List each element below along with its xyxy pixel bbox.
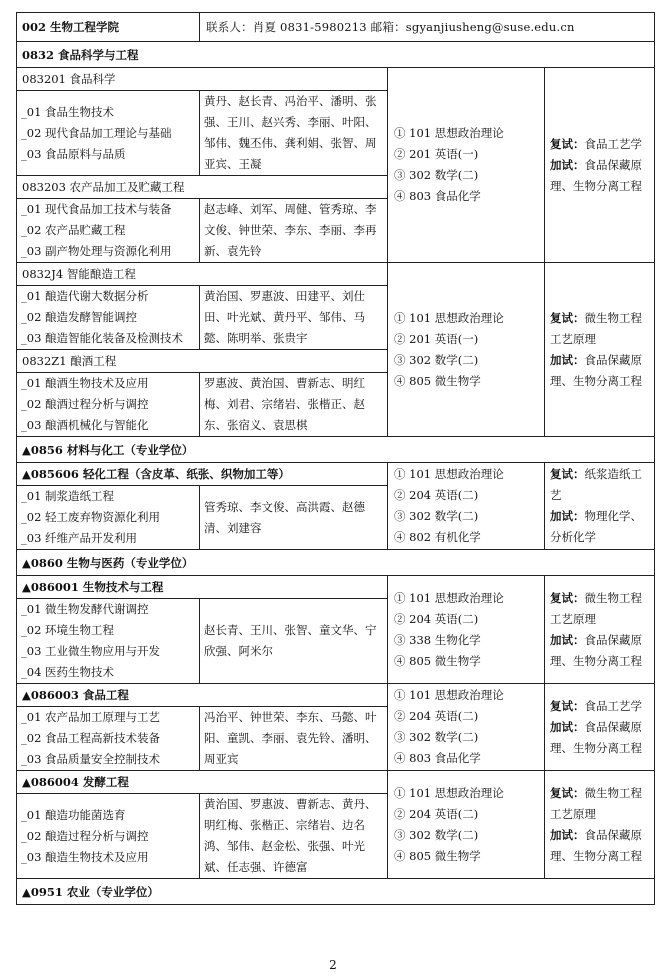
direction-item: _02 酿造发酵智能调控 [21, 310, 138, 324]
retest-value: 食品工艺学 [584, 136, 642, 151]
sub-title: 083201 食品科学 [17, 68, 388, 91]
retest-value: 食品工艺学 [584, 698, 642, 713]
direction-item: _01 农产品加工原理与工艺 [21, 710, 161, 724]
add-label: 加试 [550, 509, 573, 523]
direction-item: _03 酿造智能化装备及检测技术 [21, 331, 184, 345]
retest-label: 复试 [550, 136, 573, 151]
subject-item: ④ 803 食品化学 [394, 189, 481, 203]
subject-item: ③ 302 数学(二) [394, 827, 479, 842]
remarks: 复试：微生物工程工艺原理 加试：食品保藏原理、生物分离工程 [545, 771, 655, 879]
teacher-list: 黄治国、罗惠波、田建平、刘仕田、叶光斌、黄丹平、邹伟、马懿、陈明举、张贵宇 [200, 286, 388, 350]
teacher-list: 管秀琼、李文俊、高洪霞、赵德清、刘建容 [200, 486, 388, 550]
subject-item: ② 204 英语(二) [394, 806, 479, 821]
direction-list [17, 486, 200, 550]
direction-item: _03 纤维产品开发利用 [21, 531, 138, 545]
direction-list [17, 286, 200, 350]
direction-item: _03 食品原料与品质 [21, 146, 126, 161]
section-title: ▲0860 生物与医药（专业学位） [17, 550, 655, 576]
add-label: 加试 [550, 352, 573, 367]
subject-item: ② 204 英语(二) [394, 488, 479, 502]
add-value: 食品保藏原理、生物分离工程 [550, 719, 642, 755]
exam-subjects [388, 684, 545, 771]
direction-item: _03 酿造生物技术及应用 [21, 849, 149, 864]
add-label: 加试 [550, 719, 573, 734]
direction-item: _01 酿造代谢大数据分析 [21, 289, 149, 303]
subject-item: ① 101 思想政治理论 [394, 310, 504, 325]
remarks: 复试：纸浆造纸工艺 加试：物理化学、分析化学 [545, 463, 655, 550]
direction-item: _01 微生物发酵代谢调控 [21, 602, 149, 616]
exam-subjects [388, 771, 545, 879]
direction-item: _01 制浆造纸工程 [21, 489, 115, 503]
catalog-table [16, 12, 655, 905]
add-value: 食品保藏原理、生物分离工程 [550, 352, 642, 388]
add-value: 食品保藏原理、生物分离工程 [550, 827, 642, 863]
teacher-list: 赵长青、王川、张智、童文华、宁欣强、阿米尔 [200, 599, 388, 684]
retest-label: 复试 [550, 785, 573, 800]
teacher-list: 冯治平、钟世荣、李东、马懿、叶阳、童凯、李丽、袁先铃、潘明、周亚宾 [200, 707, 388, 771]
direction-item: _01 现代食品加工技术与装备 [21, 202, 172, 216]
direction-item: _02 酿造过程分析与调控 [21, 828, 149, 843]
add-value: 食品保藏原理、生物分离工程 [550, 632, 642, 668]
school-title: 002 生物工程学院 [17, 13, 200, 42]
sub-title: ▲086001 生物技术与工程 [17, 576, 388, 599]
direction-list [17, 373, 200, 437]
exam-subjects [388, 576, 545, 684]
remarks: 复试：微生物工程工艺原理 加试：食品保藏原理、生物分离工程 [545, 576, 655, 684]
direction-item: _01 食品生物技术 [21, 104, 115, 119]
add-label: 加试 [550, 632, 573, 647]
retest-value: 微生物工程工艺原理 [550, 785, 642, 821]
subject-item: ② 201 英语(一) [394, 331, 479, 346]
sub-title: ▲085606 轻化工程（含皮革、纸张、织物加工等） [17, 463, 388, 486]
teacher-list: 罗惠波、黄治国、曹新志、明红梅、刘君、宗绪岩、张楷正、赵东、张宿义、袁思棋 [200, 373, 388, 437]
subject-item: ④ 805 微生物学 [394, 653, 481, 668]
subject-item: ③ 302 数学(二) [394, 509, 479, 523]
direction-item: _02 环境生物工程 [21, 623, 115, 637]
direction-item: _03 副产物处理与资源化利用 [21, 244, 172, 258]
section-title: ▲0856 材料与化工（专业学位） [17, 437, 655, 463]
subject-item: ④ 803 食品化学 [394, 751, 481, 765]
contact-info: 联系人：肖夏 0831-5980213 邮箱：sgyanjiusheng@suse.edu.cn [200, 13, 655, 42]
exam-subjects [388, 463, 545, 550]
sub-title: 0832J4 智能酿造工程 [17, 263, 388, 286]
direction-item: _02 轻工废弃物资源化利用 [21, 510, 161, 524]
direction-item: _01 酿造功能菌选育 [21, 807, 126, 822]
subject-item: ① 101 思想政治理论 [394, 785, 504, 800]
direction-item: _02 食品工程高新技术装备 [21, 731, 161, 745]
direction-item: _02 现代食品加工理论与基础 [21, 125, 172, 140]
direction-list [17, 707, 200, 771]
exam-subjects [388, 68, 545, 263]
subject-item: ③ 302 数学(二) [394, 730, 479, 744]
subject-item: ④ 805 微生物学 [394, 373, 481, 388]
add-value: 食品保藏原理、生物分离工程 [550, 157, 642, 193]
school-header-row [17, 13, 655, 42]
subject-item: ③ 302 数学(二) [394, 352, 479, 367]
subject-item: ② 204 英语(二) [394, 611, 479, 626]
subject-item: ③ 338 生物化学 [394, 632, 481, 647]
subject-item: ① 101 思想政治理论 [394, 688, 504, 702]
direction-list [17, 199, 200, 263]
subject-item: ④ 802 有机化学 [394, 530, 481, 544]
remarks: 复试：微生物工程工艺原理 加试：食品保藏原理、生物分离工程 [545, 263, 655, 437]
subject-item: ① 101 思想政治理论 [394, 467, 504, 481]
direction-item: _01 酿酒生物技术及应用 [21, 376, 149, 390]
subject-item: ① 101 思想政治理论 [394, 126, 504, 140]
page-number: 2 [329, 958, 337, 972]
section-title: ▲0951 农业（专业学位） [17, 879, 655, 905]
retest-value: 微生物工程工艺原理 [550, 310, 642, 346]
direction-item: _03 酿酒机械化与智能化 [21, 418, 149, 432]
retest-label: 复试 [550, 467, 573, 481]
direction-item: _03 食品质量安全控制技术 [21, 752, 161, 766]
subject-item: ① 101 思想政治理论 [394, 590, 504, 605]
sub-title: 083203 农产品加工及贮藏工程 [17, 176, 388, 199]
direction-item: _04 医药生物技术 [21, 665, 115, 679]
direction-item: _03 工业微生物应用与开发 [21, 644, 161, 658]
subject-item: ② 204 英语(二) [394, 709, 479, 723]
subject-item: ② 201 英语(一) [394, 147, 479, 161]
section-title: 0832 食品科学与工程 [17, 42, 655, 68]
retest-label: 复试 [550, 590, 573, 605]
direction-list [17, 599, 200, 684]
direction-item: _02 酿酒过程分析与调控 [21, 397, 149, 411]
retest-value: 纸浆造纸工艺 [550, 467, 642, 502]
exam-subjects [388, 263, 545, 437]
add-value: 物理化学、分析化学 [550, 509, 642, 544]
teacher-list: 黄丹、赵长青、冯治平、潘明、张强、王川、赵兴秀、李丽、叶阳、邹伟、魏丕伟、龚利娟、张智、周亚宾、王凝 [200, 91, 388, 176]
direction-list [17, 91, 200, 176]
sub-title: ▲086004 发酵工程 [17, 771, 388, 794]
retest-label: 复试 [550, 310, 573, 325]
teacher-list: 赵志峰、刘军、周健、管秀琼、李文俊、钟世荣、李东、李丽、李再新、袁先铃 [200, 199, 388, 263]
add-label: 加试 [550, 157, 573, 172]
add-label: 加试 [550, 827, 573, 842]
retest-value: 微生物工程工艺原理 [550, 590, 642, 626]
sub-title: ▲086003 食品工程 [17, 684, 388, 707]
direction-list [17, 794, 200, 879]
sub-title: 0832Z1 酿酒工程 [17, 350, 388, 373]
teacher-list: 黄治国、罗惠波、曹新志、黄丹、明红梅、张楷正、宗绪岩、边名鸿、邹伟、赵金松、张强、叶光斌、任志强、许德富 [200, 794, 388, 879]
subject-item: ③ 302 数学(二) [394, 168, 479, 182]
remarks: 复试：食品工艺学 加试：食品保藏原理、生物分离工程 [545, 68, 655, 263]
remarks: 复试：食品工艺学 加试：食品保藏原理、生物分离工程 [545, 684, 655, 771]
subject-item: ④ 805 微生物学 [394, 848, 481, 863]
direction-item: _02 农产品贮藏工程 [21, 223, 126, 237]
retest-label: 复试 [550, 698, 573, 713]
